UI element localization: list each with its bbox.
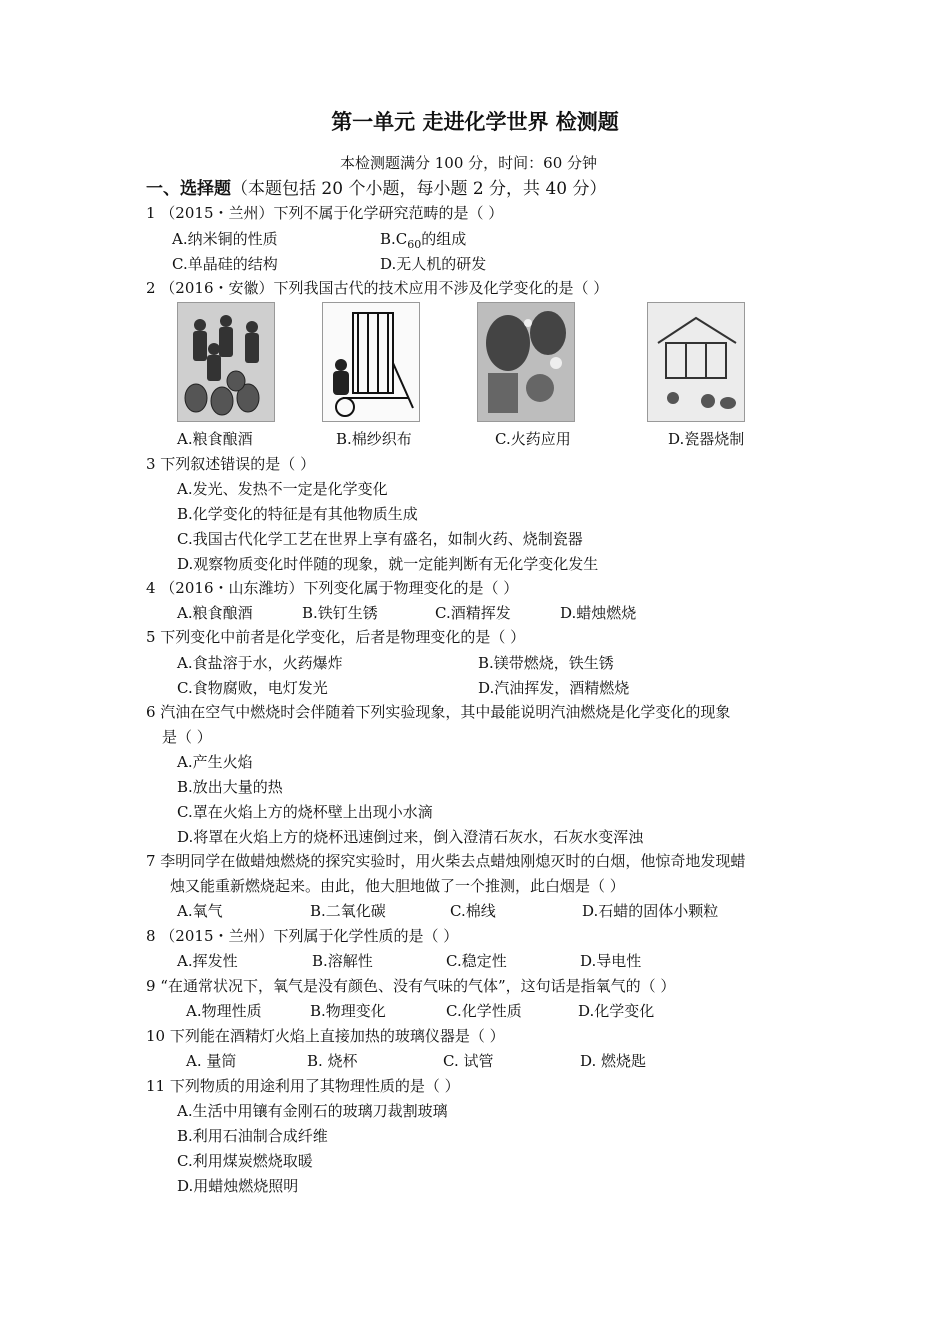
q5-option-b: B.镁带燃烧，铁生锈: [478, 654, 614, 672]
q11-option-b: B.利用石油制合成纤维: [177, 1127, 328, 1145]
q9-option-a: A.物理性质: [186, 1002, 262, 1020]
question-7-stem-cont: 烛又能重新燃烧起来。由此，他大胆地做了一个推测，此白烟是（ ）: [170, 877, 625, 895]
section-heading: [146, 174, 607, 199]
q8-option-a: A.挥发性: [177, 952, 238, 970]
q2-option-d: D.瓷器烧制: [668, 430, 745, 448]
question-6-stem-cont: 是（ ）: [162, 728, 212, 746]
section-note: （本题包括 20 个小题，每小题 2 分，共 40 分）: [231, 179, 607, 199]
question-3-stem: 3 下列叙述错误的是（ ）: [146, 455, 316, 473]
q5-option-c: C.食物腐败，电灯发光: [177, 679, 328, 697]
q1-option-c: C.单晶硅的结构: [172, 255, 278, 273]
q8-option-c: C.稳定性: [446, 952, 507, 970]
q7-option-a: A.氧气: [177, 902, 223, 920]
brewing-illustration: [177, 302, 275, 422]
porcelain-illustration: [647, 302, 745, 422]
q7-option-d: D.石蜡的固体小颗粒: [582, 902, 719, 920]
q2-option-b: B.棉纱织布: [336, 430, 412, 448]
q10-option-a: A. 量筒: [186, 1052, 237, 1070]
q1-option-b: $B.C_{60}$的组成: [380, 230, 467, 251]
question-9-stem: 9 “在通常状况下，氧气是没有颜色、没有气味的气体”，这句话是指氧气的（ ）: [146, 977, 676, 995]
question-11-stem: 11 下列物质的用途利用了其物理性质的是（ ）: [146, 1077, 460, 1095]
q10-option-c: C. 试管: [443, 1052, 494, 1070]
q4-option-c: C.酒精挥发: [435, 604, 511, 622]
q3-option-a: A.发光、发热不一定是化学变化: [177, 480, 388, 498]
q5-option-a: A.食盐溶于水，火药爆炸: [177, 654, 343, 672]
q11-option-d: D.用蜡烛燃烧照明: [177, 1177, 299, 1195]
q4-option-b: B.铁钉生锈: [302, 604, 378, 622]
q7-option-b: B.二氧化碳: [310, 902, 386, 920]
q9-option-b: B.物理变化: [310, 1002, 386, 1020]
q1-option-a: A.纳米铜的性质: [172, 230, 278, 248]
question-6-stem: 6 汽油在空气中燃烧时会伴随着下列实验现象，其中最能说明汽油燃烧是化学变化的现象: [146, 703, 731, 721]
question-8-stem: 8 （2015・兰州）下列属于化学性质的是（ ）: [146, 927, 459, 945]
q8-option-b: B.溶解性: [312, 952, 373, 970]
q4-option-a: A.粮食酿酒: [177, 604, 253, 622]
weaving-illustration: [322, 302, 420, 422]
q3-option-c: C.我国古代化学工艺在世界上享有盛名，如制火药、烧制瓷器: [177, 530, 583, 548]
q3-option-d: D.观察物质变化时伴随的现象，就一定能判断有无化学变化发生: [177, 555, 599, 573]
q7-option-c: C.棉线: [450, 902, 496, 920]
exam-info: 本检测题满分 100 分，时间：60 分钟: [340, 154, 598, 172]
question-2-stem: 2 （2016・安徽）下列我国古代的技术应用不涉及化学变化的是（ ）: [146, 279, 609, 297]
question-5-stem: 5 下列变化中前者是化学变化，后者是物理变化的是（ ）: [146, 628, 526, 646]
q5-option-d: D.汽油挥发，酒精燃烧: [478, 679, 630, 697]
q9-option-d: D.化学变化: [578, 1002, 655, 1020]
q6-option-a: A.产生火焰: [177, 753, 253, 771]
q6-option-c: C.罩在火焰上方的烧杯壁上出现小水滴: [177, 803, 433, 821]
question-10-stem: 10 下列能在酒精灯火焰上直接加热的玻璃仪器是（ ）: [146, 1027, 505, 1045]
q8-option-d: D.导电性: [580, 952, 642, 970]
q1-option-d: D.无人机的研发: [380, 255, 487, 273]
q6-option-b: B.放出大量的热: [177, 778, 283, 796]
q6-option-d: D.将罩在火焰上方的烧杯迅速倒过来，倒入澄清石灰水，石灰水变浑浊: [177, 828, 644, 846]
q2-option-a: A.粮食酿酒: [177, 430, 253, 448]
q10-option-b: B. 烧杯: [307, 1052, 358, 1070]
question-7-stem: 7 李明同学在做蜡烛燃烧的探究实验时，用火柴去点蜡烛刚熄灭时的白烟，他惊奇地发现蜡: [146, 852, 746, 870]
q4-option-d: D.蜡烛燃烧: [560, 604, 637, 622]
q11-option-a: A.生活中用镶有金刚石的玻璃刀裁割玻璃: [177, 1102, 448, 1120]
question-4-stem: 4 （2016・山东潍坊）下列变化属于物理变化的是（ ）: [146, 579, 519, 597]
q11-option-c: C.利用煤炭燃烧取暖: [177, 1152, 313, 1170]
q2-option-c: C.火药应用: [495, 430, 571, 448]
q9-option-c: C.化学性质: [446, 1002, 522, 1020]
question-1-stem: 1 （2015・兰州）下列不属于化学研究范畴的是（ ）: [146, 204, 504, 222]
q10-option-d: D. 燃烧匙: [580, 1052, 647, 1070]
page-title: 第一单元 走进化学世界 检测题: [331, 109, 619, 134]
gunpowder-illustration: [477, 302, 575, 422]
q3-option-b: B.化学变化的特征是有其他物质生成: [177, 505, 418, 523]
section-title: 一、选择题: [146, 179, 231, 199]
